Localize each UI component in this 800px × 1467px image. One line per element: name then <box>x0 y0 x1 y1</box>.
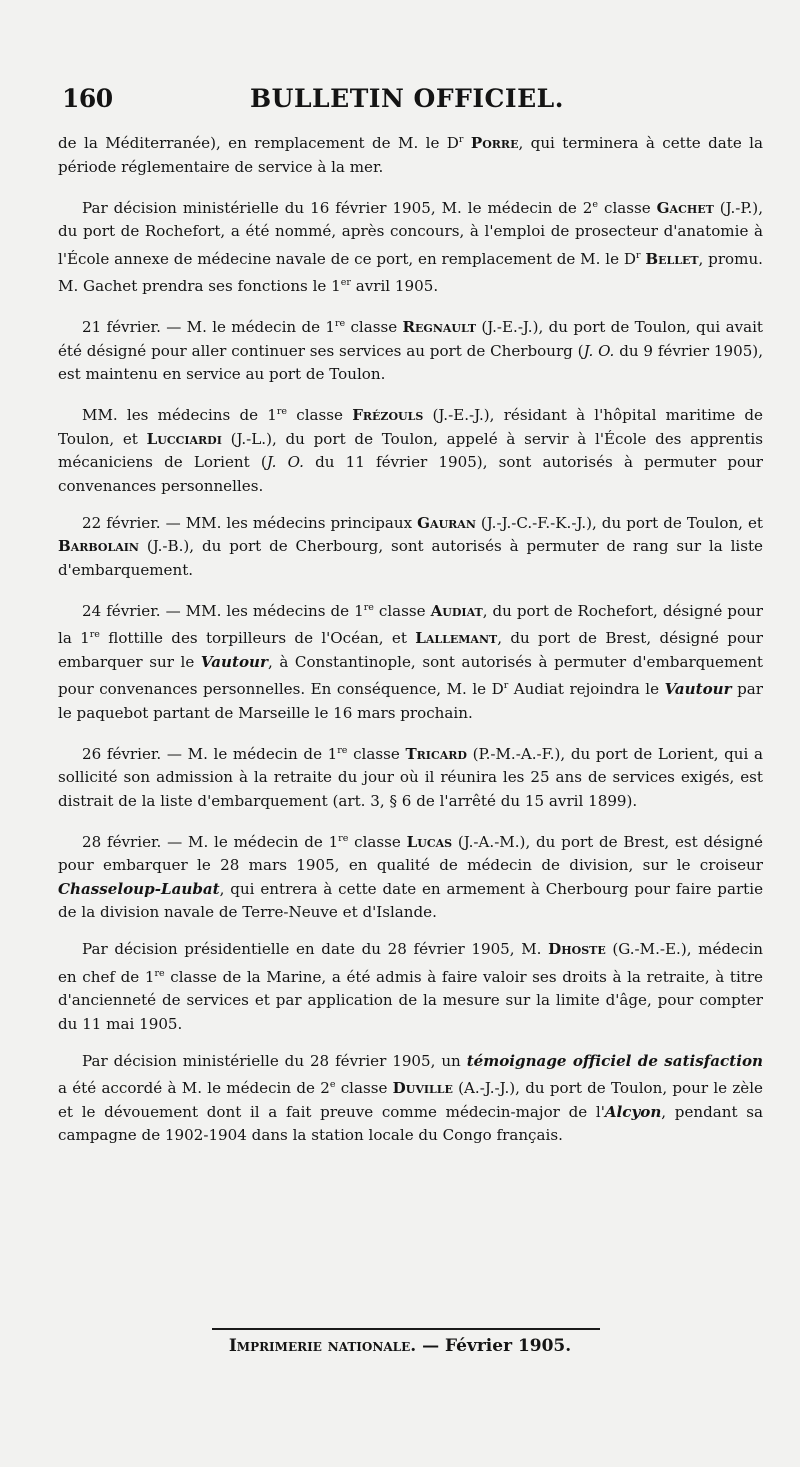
paragraph-text: MM. les médecins de 1 <box>82 406 277 425</box>
paragraph-text: flottille des torpilleurs de l'Océan, et <box>99 629 416 648</box>
person-name: Dhoste <box>548 940 606 959</box>
person-name: Frézouls <box>352 406 424 425</box>
paragraph-text: par le paquebot partant de Marseille le 16 mars prochain. <box>58 680 763 722</box>
superscript: re <box>338 832 349 844</box>
paragraph <box>58 938 763 1036</box>
paragraph-text: (J.-E.-J.), du port de Toulon, qui avait été désigné pour aller continuer ses services au port de Cherbourg ( <box>58 318 763 360</box>
person-name: Barbolain <box>58 537 139 556</box>
imprint-date: Février 1905. <box>445 1336 572 1356</box>
paragraph-text: 24 février. — MM. les médecins de 1 <box>82 601 364 620</box>
superscript: e <box>329 1079 336 1091</box>
superscript: re <box>363 601 374 613</box>
person-name: Gauran <box>417 513 476 532</box>
person-name: Lucciardi <box>146 429 222 448</box>
page-header <box>62 84 752 120</box>
paragraph-text: , qui terminera à cette date la période réglementaire de service à la mer. <box>58 134 764 176</box>
person-name: Tricard <box>405 744 467 763</box>
paragraph <box>58 596 763 726</box>
emphasis-text: Vautour <box>664 680 732 699</box>
paragraph-text <box>463 134 470 152</box>
paragraph <box>58 827 763 925</box>
printer-name: Imprimerie nationale. <box>228 1336 417 1356</box>
person-name: Bellet <box>645 249 699 268</box>
paragraph-text: , du port de Brest, désigné pour embarquer sur le <box>58 629 763 671</box>
superscript: r <box>503 680 509 692</box>
emphasis-text: J. O. <box>583 341 615 360</box>
paragraph-text: classe de la Marine, a été admis à faire valoir ses droits à la retraite, à titre d'ancienneté de services et par application de la mesure sur la limite d'âge, pour compter du 11 mai 1905. <box>58 967 763 1033</box>
paragraph-text: 26 février. — M. le médecin de 1 <box>82 744 338 763</box>
paragraph-text: classe <box>287 406 353 425</box>
paragraph-text: avril 1905. <box>350 277 439 296</box>
paragraph-text: (J.-B.), du port de Cherbourg, sont autorisés à permuter de rang sur la liste d'embarquement. <box>58 537 763 579</box>
person-name: Lucas <box>406 832 453 851</box>
paragraph-text: , promu. M. Gachet prendra ses fonctions le 1 <box>58 249 763 296</box>
superscript: e <box>592 198 599 210</box>
emphasis-text: témoignage officiel de satisfaction <box>466 1051 763 1070</box>
paragraph-text: de la Méditerranée), en remplacement de M. le D <box>58 134 459 153</box>
paragraph-text: classe <box>335 1079 393 1098</box>
superscript: re <box>154 967 165 979</box>
emphasis-text: Alcyon <box>604 1102 662 1121</box>
superscript: re <box>337 744 348 756</box>
paragraph-text: Par décision présidentielle en date du 28 février 1905, M. <box>82 940 549 959</box>
paragraph-text: (J.-E.-J.), résidant à l'hôpital maritime de Toulon, et <box>58 406 763 448</box>
emphasis-text: J. O. <box>266 453 304 472</box>
paragraph-text: Audiat rejoindra le <box>508 680 665 699</box>
document-body <box>58 128 763 1161</box>
paragraph-text: classe <box>347 744 406 763</box>
paragraph-text: 21 février. — M. le médecin de 1 <box>82 318 335 337</box>
superscript: er <box>340 277 351 289</box>
person-name: Porre <box>470 134 519 153</box>
paragraph <box>58 512 763 583</box>
imprint-separator: — <box>416 1336 445 1356</box>
superscript: r <box>458 134 464 145</box>
superscript: r <box>635 249 641 261</box>
paragraph-text: du 9 février 1905), est maintenu en service au port de Toulon. <box>58 341 763 384</box>
paragraph-text: 22 février. — MM. les médecins principaux <box>82 513 418 532</box>
paragraph-text: a été accordé à M. le médecin de 2 <box>58 1079 330 1098</box>
paragraph-text: du 11 février 1905), sont autorisés à permuter pour convenances personnelles. <box>58 453 764 495</box>
paragraph-text: , pendant sa campagne de 1902-1904 dans la station locale du Congo français. <box>58 1102 763 1145</box>
paragraph-text: 28 février. — M. le médecin de 1 <box>82 832 339 851</box>
paragraph-text: , du port de Rochefort, désigné pour la 1 <box>58 601 763 648</box>
emphasis-text: Chasseloup-Laubat <box>58 879 220 898</box>
paragraph-text: (A.-J.-J.), du port de Toulon, pour le zèle et le dévouement dont il a fait preuve comme médecin-major de l' <box>58 1079 763 1121</box>
person-name: Lallemant <box>415 629 498 648</box>
paragraph <box>58 400 763 498</box>
person-name: Audiat <box>430 601 483 620</box>
paragraph-text: (J.-A.-M.), du port de Brest, est désigné pour embarquer le 28 mars 1905, en qualité de médecin de division, sur le croiseur <box>58 832 763 875</box>
paragraph <box>58 312 763 387</box>
paragraph <box>58 193 763 299</box>
superscript: re <box>334 318 346 330</box>
paragraph-text: (J.-L.), du port de Toulon, appelé à servir à l'École des apprentis mécaniciens de Lorient ( <box>58 429 763 472</box>
paragraph <box>58 1050 763 1148</box>
paragraph-text: classe <box>598 198 657 217</box>
superscript: re <box>89 629 100 641</box>
paragraph-text: (P.-M.-A.-F.), du port de Lorient, qui a sollicité son admission à la retraite du jour où il réunira les 25 ans de services exigés, est distrait de la liste d'embarquement (art. 3, § 6 de l'arrêté du 15 avril 1899). <box>58 744 763 810</box>
paragraph <box>58 128 763 179</box>
paragraph-text: classe <box>345 318 403 337</box>
paragraph-text: Par décision ministérielle du 16 février 1905, M. le médecin de 2 <box>82 198 593 217</box>
footer-rule <box>212 1328 600 1330</box>
paragraph-text: (J.-P.), du port de Rochefort, a été nommé, après concours, à l'emploi de prosecteur d'anatomie à l'École annexe de médecine navale de ce port, en remplacement de M. le D <box>58 198 763 268</box>
paragraph <box>58 739 763 814</box>
superscript: re <box>276 406 288 418</box>
paragraph-text: (J.-J.-C.-F.-K.-J.), du port de Toulon, et <box>475 513 763 532</box>
emphasis-text: Vautour <box>200 652 268 671</box>
paragraph-text: , à Constantinople, sont autorisés à permuter d'embarquement pour convenances personnelles. En conséquence, M. le D <box>58 652 763 699</box>
page-number: 160 <box>62 84 113 113</box>
person-name: Gachet <box>656 198 714 217</box>
paragraph-text: classe <box>348 832 407 851</box>
imprint-line <box>0 1336 800 1356</box>
paragraph-text: Par décision ministérielle du 28 février 1905, un <box>82 1051 467 1070</box>
running-title: BULLETIN OFFICIEL. <box>250 84 564 113</box>
person-name: Duville <box>392 1079 453 1098</box>
person-name: Regnault <box>402 318 477 337</box>
paragraph-text: (G.-M.-E.), médecin en chef de 1 <box>58 940 763 986</box>
paragraph-text: classe <box>373 601 431 620</box>
paragraph-text: , qui entrera à cette date en armement à Cherbourg pour faire partie de la division navale de Terre-Neuve et d'Islande. <box>58 879 763 922</box>
